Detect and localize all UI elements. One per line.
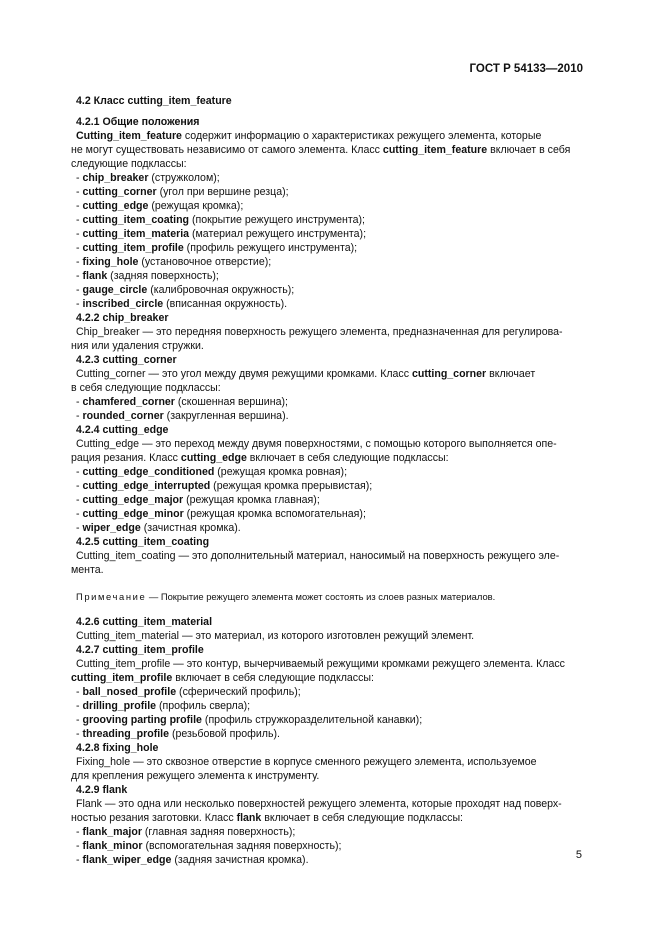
list-item xyxy=(76,713,583,727)
list-dash: - xyxy=(76,494,83,506)
subclass-description: (вспомогательная задняя поверхность); xyxy=(142,840,342,852)
subsection-title-4-2-3: 4.2.3 cutting_corner xyxy=(76,354,177,366)
list-item xyxy=(76,685,583,699)
subclass-name: chamfered_corner xyxy=(82,396,175,408)
text-span: включает в себя следующие подклассы: xyxy=(172,672,374,684)
subclass-name: grooving parting profile xyxy=(82,714,202,726)
list-dash: - xyxy=(76,480,83,492)
subclass-name: cutting_edge_conditioned xyxy=(82,466,215,478)
list-item xyxy=(76,185,583,199)
paragraph-line: Cutting_item_coating — это дополнительный материал, наносимый на поверхность режущего эле- xyxy=(76,550,560,562)
list-dash: - xyxy=(76,826,83,838)
subclass-name: drilling_profile xyxy=(82,700,157,712)
paragraph-line: Cutting_item_profile — это контур, вычерчиваемый режущими кромками режущего элемента. Класс xyxy=(76,658,565,670)
subsection-title-4-2-7: 4.2.7 cutting_item_profile xyxy=(76,644,204,656)
list-dash: - xyxy=(76,466,83,478)
subsection-title-4-2-1: 4.2.1 Общие положения xyxy=(76,116,200,128)
subsection-title-4-2-8: 4.2.8 fixing_hole xyxy=(76,742,159,754)
subclass-name: ball_nosed_profile xyxy=(82,686,177,698)
subclass-name: gauge_circle xyxy=(82,284,148,296)
list-dash: - xyxy=(76,854,83,866)
term-bold: cutting_item_profile xyxy=(71,672,173,684)
paragraph-line xyxy=(76,367,583,381)
list-item xyxy=(76,227,583,241)
subclass-description: (закругленная вершина). xyxy=(163,410,289,422)
subclass-list-4-2-7 xyxy=(76,685,583,741)
list-item xyxy=(76,241,583,255)
paragraph-line: Chip_breaker — это передняя поверхность режущего элемента, предназначенная для регулирова- xyxy=(76,326,563,338)
subclass-name: cutting_item_profile xyxy=(82,242,184,254)
list-dash: - xyxy=(76,686,83,698)
subclass-description: (профиль стружкоразделительной канавки); xyxy=(201,714,423,726)
paragraph-line: следующие подклассы: xyxy=(71,158,187,170)
subclass-list-4-2-4 xyxy=(76,465,583,535)
term-bold: cutting_item_feature xyxy=(382,144,488,156)
list-dash: - xyxy=(76,728,83,740)
term-bold: cutting_edge xyxy=(180,452,247,464)
list-dash: - xyxy=(76,228,83,240)
paragraph-line: ния или удаления стружки. xyxy=(71,340,204,352)
list-dash: - xyxy=(76,172,83,184)
subclass-description: (режущая кромка ровная); xyxy=(214,466,348,478)
list-dash: - xyxy=(76,714,83,726)
subclass-description: (зачистная кромка). xyxy=(140,522,241,534)
paragraph-line: Flank — это одна или несколько поверхностей режущего элемента, которые проходят над поверх- xyxy=(76,798,562,810)
subclass-description: (режущая кромка вспомогательная); xyxy=(183,508,366,520)
subclass-description: (материал режущего инструмента); xyxy=(189,228,367,240)
paragraph-line: в себя следующие подклассы: xyxy=(71,382,221,394)
list-item xyxy=(76,853,583,867)
list-item xyxy=(76,727,583,741)
subclass-name: cutting_edge_major xyxy=(82,494,184,506)
subclass-description: (калибровочная окружность); xyxy=(147,284,295,296)
subclass-name: flank_wiper_edge xyxy=(82,854,172,866)
term-bold: cutting_corner xyxy=(411,368,487,380)
subsection-title-4-2-5: 4.2.5 cutting_item_coating xyxy=(76,536,210,548)
paragraph-line: мента. xyxy=(71,564,104,576)
subsection-title-4-2-9: 4.2.9 flank xyxy=(76,784,128,796)
subclass-description: (установочное отверстие); xyxy=(138,256,272,268)
page-number: 5 xyxy=(575,849,582,861)
subsection-title-4-2-4: 4.2.4 cutting_edge xyxy=(76,424,169,436)
subclass-list-4-2-1 xyxy=(76,171,583,311)
list-item xyxy=(76,199,583,213)
list-dash: - xyxy=(76,242,83,254)
list-item xyxy=(76,213,583,227)
note xyxy=(76,590,583,604)
list-item xyxy=(76,699,583,713)
subclass-name: cutting_item_materia xyxy=(82,228,190,240)
list-item xyxy=(76,255,583,269)
list-dash: - xyxy=(76,396,83,408)
text-span: не могут существовать независимо от самого элемента. Класс xyxy=(71,144,383,156)
subclass-name: cutting_corner xyxy=(82,186,157,198)
paragraph-line xyxy=(71,451,583,465)
subclass-name: wiper_edge xyxy=(82,522,141,534)
term-bold: flank xyxy=(236,812,262,824)
note-label: Примечание xyxy=(76,591,147,602)
list-dash: - xyxy=(76,840,83,852)
subclass-name: chip_breaker xyxy=(82,172,149,184)
subclass-name: cutting_edge_minor xyxy=(82,508,184,520)
text-span: включает в себя xyxy=(487,144,571,156)
text-span: включает в себя следующие подклассы: xyxy=(261,812,464,824)
text-span: Cutting_corner — это угол между двумя режущими кромками. Класс xyxy=(76,368,412,380)
subclass-name: flank_major xyxy=(82,826,142,838)
list-item xyxy=(76,507,583,521)
text-span: рация резания. Класс xyxy=(71,452,181,464)
paragraph-line xyxy=(71,811,583,825)
list-dash: - xyxy=(76,298,83,310)
list-item xyxy=(76,283,583,297)
subclass-name: inscribed_circle xyxy=(82,298,164,310)
list-dash: - xyxy=(76,522,83,534)
subclass-name: rounded_corner xyxy=(82,410,164,422)
text-span: содержит информацию о характеристиках режущего элемента, которые xyxy=(181,130,542,142)
text-span: ностью резания заготовки. Класс xyxy=(71,812,237,824)
list-item xyxy=(76,479,583,493)
list-item xyxy=(76,521,583,535)
list-dash: - xyxy=(76,270,83,282)
paragraph-line: для крепления режущего элемента к инструменту. xyxy=(71,770,320,782)
subclass-description: (резьбовой профиль). xyxy=(169,728,280,740)
subclass-name: flank xyxy=(82,270,108,282)
subclass-description: (режущая кромка); xyxy=(148,200,244,212)
subclass-description: (профиль сверла); xyxy=(156,700,251,712)
page-content xyxy=(71,94,583,867)
subclass-description: (сферический профиль); xyxy=(176,686,301,698)
subclass-description: (стружколом); xyxy=(148,172,220,184)
list-item xyxy=(76,839,583,853)
paragraph-line: Cutting_item_material — это материал, из которого изготовлен режущий элемент. xyxy=(76,630,475,642)
subclass-description: (задняя зачистная кромка). xyxy=(171,854,309,866)
list-dash: - xyxy=(76,186,83,198)
list-dash: - xyxy=(76,508,83,520)
subclass-description: (режущая кромка прерывистая); xyxy=(210,480,373,492)
section-title: 4.2 Класс cutting_item_feature xyxy=(76,95,232,107)
subclass-list-4-2-3 xyxy=(76,395,583,423)
list-dash: - xyxy=(76,200,83,212)
document-id-header: ГОСТ Р 54133—2010 xyxy=(469,63,583,75)
subclass-description: (режущая кромка главная); xyxy=(183,494,320,506)
subclass-name: cutting_edge xyxy=(82,200,149,212)
text-span: включает в себя следующие подклассы: xyxy=(246,452,449,464)
subclass-name: cutting_item_coating xyxy=(82,214,190,226)
list-dash: - xyxy=(76,256,83,268)
subclass-description: (главная задняя поверхность); xyxy=(141,826,296,838)
list-dash: - xyxy=(76,410,83,422)
paragraph-line: Fixing_hole — это сквозное отверстие в корпусе сменного режущего элемента, используемое xyxy=(76,756,537,768)
subclass-name: flank_minor xyxy=(82,840,143,852)
list-item xyxy=(76,297,583,311)
subsection-title-4-2-2: 4.2.2 chip_breaker xyxy=(76,312,169,324)
subclass-description: (покрытие режущего инструмента); xyxy=(189,214,365,226)
subclass-name: cutting_edge_interrupted xyxy=(82,480,211,492)
term-bold: Cutting_item_feature xyxy=(76,130,182,142)
subclass-description: (угол при вершине резца); xyxy=(156,186,289,198)
paragraph-line xyxy=(71,143,583,157)
list-item xyxy=(76,493,583,507)
list-item xyxy=(76,465,583,479)
paragraph-line: Cutting_edge — это переход между двумя поверхностями, с помощью которого выполняется опе- xyxy=(76,438,557,450)
list-item xyxy=(76,825,583,839)
paragraph-4-2-1-intro xyxy=(76,129,583,143)
subclass-description: (задняя поверхность); xyxy=(107,270,219,282)
list-dash: - xyxy=(76,214,83,226)
text-span: включает xyxy=(486,368,536,380)
list-item xyxy=(76,395,583,409)
paragraph-line xyxy=(71,671,583,685)
subclass-name: threading_profile xyxy=(82,728,170,740)
list-item xyxy=(76,409,583,423)
list-item xyxy=(76,171,583,185)
subclass-description: (вписанная окружность). xyxy=(163,298,288,310)
subclass-description: (скошенная вершина); xyxy=(174,396,288,408)
subclass-list-4-2-9 xyxy=(76,825,583,867)
subclass-description: (профиль режущего инструмента); xyxy=(183,242,358,254)
list-item xyxy=(76,269,583,283)
list-dash: - xyxy=(76,284,83,296)
subsection-title-4-2-6: 4.2.6 cutting_item_material xyxy=(76,616,213,628)
list-dash: - xyxy=(76,700,83,712)
subclass-name: fixing_hole xyxy=(82,256,139,268)
note-text: — Покрытие режущего элемента может состоять из слоев разных материалов. xyxy=(146,591,496,602)
